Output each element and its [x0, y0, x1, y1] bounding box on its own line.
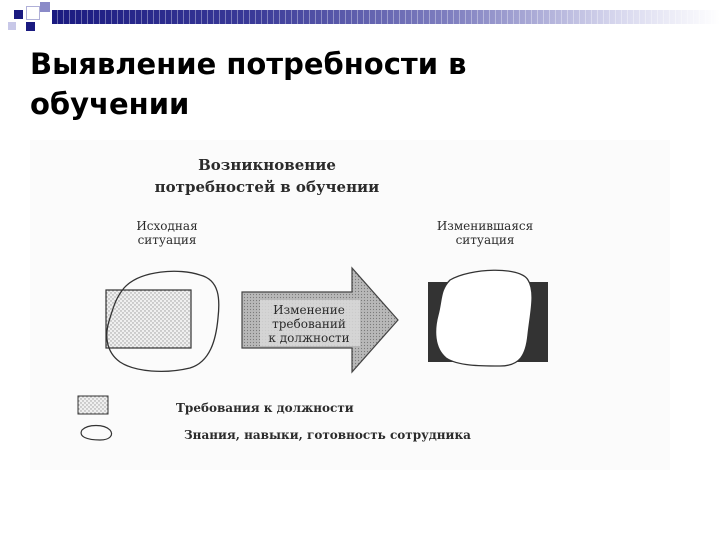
diagram-heading-line1: Возникновение [198, 156, 336, 174]
arrow-text-line3: к должности [268, 331, 350, 345]
training-need-diagram [30, 140, 670, 470]
corner-squares-decor [0, 0, 60, 40]
diagram-heading-line2: потребностей в обучении [154, 178, 380, 196]
square-decor-4 [8, 22, 16, 30]
left-label-line1: Исходная [136, 219, 198, 233]
header-gradient-strip [52, 10, 720, 24]
blob-outline-icon [81, 426, 111, 441]
square-decor-5 [26, 22, 35, 31]
arrow-text-line1: Изменение [273, 303, 345, 317]
changed-situation-figure [428, 270, 548, 366]
right-label-line2: ситуация [455, 233, 515, 247]
legend [78, 396, 471, 442]
diagram-canvas [30, 140, 670, 470]
change-arrow [242, 268, 398, 372]
square-decor-3 [40, 2, 50, 12]
initial-situation-figure [106, 271, 219, 371]
legend-label-requirements: Требования к должности [176, 401, 354, 415]
legend-label-skills: Знания, навыки, готовность сотрудника [184, 428, 471, 442]
square-decor-1 [14, 10, 23, 19]
square-decor-2 [26, 6, 40, 20]
job-requirements-square [106, 290, 191, 348]
dotted-square-icon [78, 396, 108, 414]
left-label-line2: ситуация [137, 233, 197, 247]
right-label-line1: Изменившаяся [436, 219, 534, 233]
top-decor-bar [0, 0, 720, 32]
arrow-text-line2: требований [272, 317, 346, 331]
slide-title: Выявление потребности в обучении [30, 47, 467, 121]
employee-skills-blob-changed [436, 270, 532, 366]
